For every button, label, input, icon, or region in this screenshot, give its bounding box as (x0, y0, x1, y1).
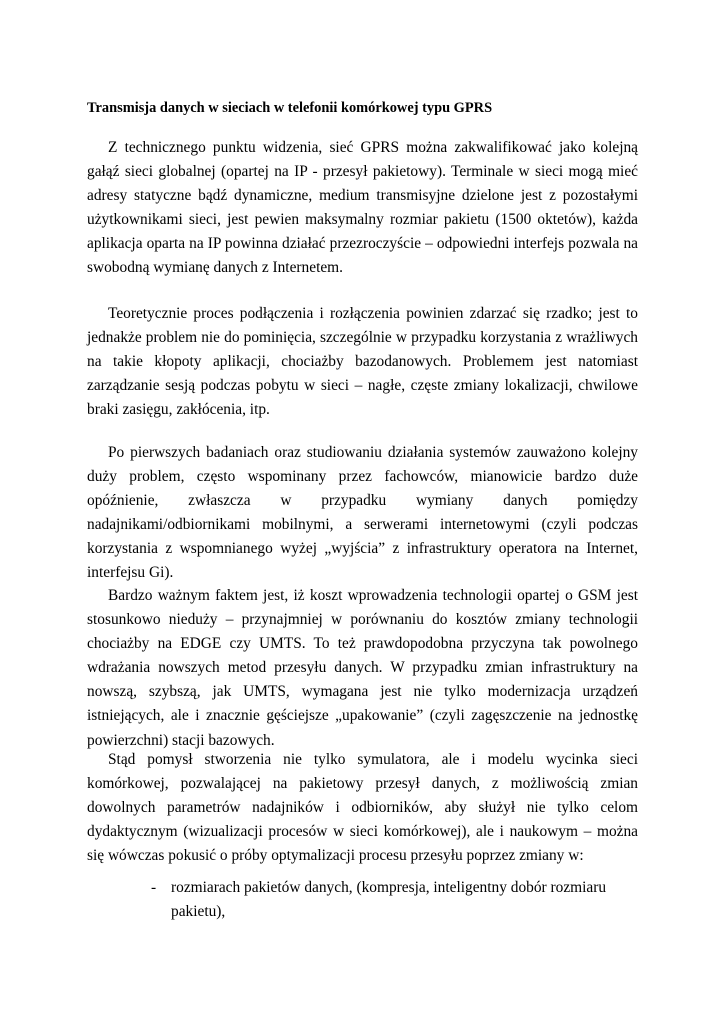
list-item-line-2: pakietu), (171, 903, 226, 921)
paragraph-1: Z technicznego punktu widzenia, sieć GPRS można zakwalifikować jako kolejną gałąź sieci globalnej (opartej na IP - przesył pakietowy). Terminale w sieci mogą mieć adresy statyczne bądź dynamiczne, medium transmisyjne dzielone jest z pozostałymi użytkownikami sieci, jest pewien maksymalny rozmiar pakietu (1500 oktetów), każda aplikacja oparta na IP powinna działać przezroczyście – odpowiedni interfejs pozwala na swobodną wymianę danych z Internetem. (87, 139, 638, 277)
list-item (151, 876, 621, 924)
paragraph-4: Bardzo ważnym faktem jest, iż koszt wprowadzenia technologii opartej o GSM jest stosunkowo nieduży – przynajmniej w porównaniu do kosztów zmiany technologii chociażby na EDGE czy UMTS. To też prawdopodobna przyczyna tak powolnego wdrażania nowszych metod przesyłu danych. W przypadku zmian infrastruktury na nowszą, szybszą, jak UMTS, wymagana jest nie tylko modernizacja urządzeń istniejących, ale i znacznie gęściejsze „upakowanie” (czyli zagęszczenie na jednostkę powierzchni) stacji bazowych. (87, 587, 638, 749)
document-title: Transmisja danych w sieciach w telefonii komórkowej typu GPRS (87, 100, 493, 116)
paragraph-3: Po pierwszych badaniach oraz studiowaniu działania systemów zauważono kolejny duży problem, często wspominany przez fachowców, mianowicie bardzo duże opóźnienie, zwłaszcza w przypadku wymiany danych pomiędzy nadajnikami/odbiornikami mobilnymi, a serwerami internetowymi (czyli podczas korzystania z wspomnianego wyżej „wyjścia” z infrastruktury operatora na Internet, interfejsu Gi). (87, 444, 638, 582)
list-item-text (171, 876, 621, 924)
list-bullet: - (151, 879, 157, 896)
paragraph-2: Teoretycznie proces podłączenia i rozłączenia powinien zdarzać się rzadko; jest to jednakże problem nie do pominięcia, szczególnie w przypadku korzystania z wrażliwych na takie kłopoty aplikacji, chociażby bazodanowych. Problemem jest natomiast zarządzanie sesją podczas pobytu w sieci – nagłe, częste zmiany lokalizacji, chwilowe braki zasięgu, zakłócenia, itp. (87, 305, 638, 419)
list-item-line-1: rozmiarach pakietów danych, (kompresja, inteligentny dobór rozmiaru (171, 879, 607, 896)
paragraph-5: Stąd pomysł stworzenia nie tylko symulatora, ale i modelu wycinka sieci komórkowej, pozwalającej na pakietowy przesył danych, z możliwością zmian dowolnych parametrów nadajników i odbiorników, aby służył nie tylko celom dydaktycznym (wizualizacji procesów w sieci komórkowej), ale i naukowym – można się wówczas pokusić o próby optymalizacji procesu przesyłu poprzez zmiany w: (87, 751, 638, 865)
